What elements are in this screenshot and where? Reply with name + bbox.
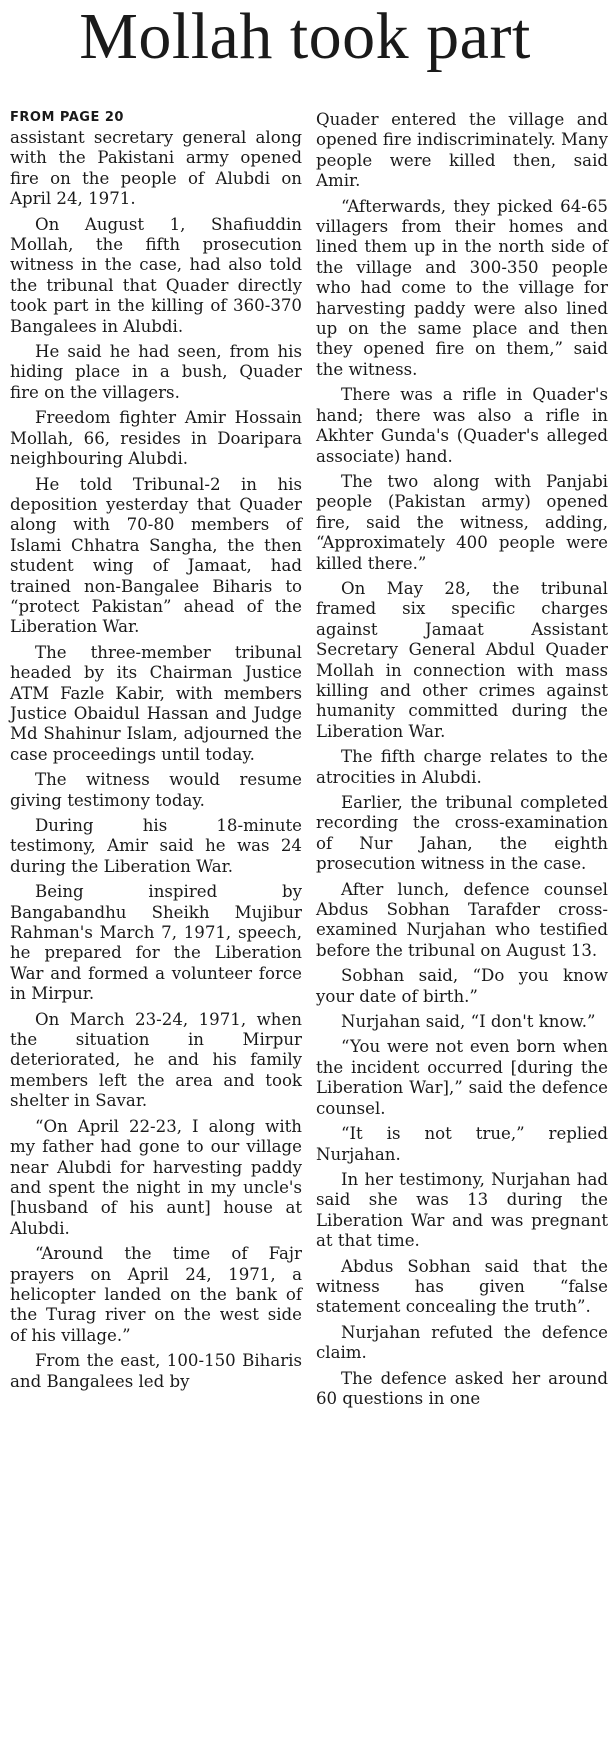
paragraph: “On April 22-23, I along with my father had gone to our village near Alubdi for harvesting paddy and spent the night in my uncle's [husband of his aunt] house at Alubdi. [10, 1116, 302, 1238]
paragraph: The three-member tribunal headed by its Chairman Justice ATM Fazle Kabir, with members Justice Obaidul Hassan and Judge Md Shahinur Islam, adjourned the case proceedings until today. [10, 642, 302, 764]
paragraph: From the east, 100-150 Biharis and Bangalees led by [10, 1351, 302, 1391]
article-column-left [10, 110, 302, 1397]
paragraph: “It is not true,” replied Nurjahan. [316, 1124, 608, 1164]
paragraph: Being inspired by Bangabandhu Sheikh Mujibur Rahman's March 7, 1971, speech, he prepared for the Liberation War and formed a volunteer force in Mirpur. [10, 882, 302, 1004]
paragraph: “Afterwards, they picked 64-65 villagers from their homes and lined them up in the north side of the village and 300-350 people who had come to the village for harvesting paddy were also lined up on the same place and then they opened fire on them,” said the witness. [316, 196, 608, 379]
paragraph: On March 23-24, 1971, when the situation in Mirpur deteriorated, he and his family members left the area and took shelter in Savar. [10, 1009, 302, 1111]
paragraph: There was a rifle in Quader's hand; there was also a rifle in Akhter Gunda's (Quader's alleged associate) hand. [316, 385, 608, 466]
paragraph: Earlier, the tribunal completed recording the cross-examination of Nur Jahan, the eighth prosecution witness in the case. [316, 793, 608, 874]
paragraph: Sobhan said, “Do you know your date of birth.” [316, 966, 608, 1006]
paragraph: Freedom fighter Amir Hossain Mollah, 66, resides in Doaripara neighbouring Alubdi. [10, 408, 302, 469]
paragraph: He said he had seen, from his hiding place in a bush, Quader fire on the villagers. [10, 342, 302, 402]
paragraph: “Around the time of Fajr prayers on April 24, 1971, a helicopter landed on the bank of the Turag river on the west side of his village.” [10, 1244, 302, 1345]
paragraph: Abdus Sobhan said that the witness has given “false statement concealing the truth”. [316, 1256, 608, 1317]
article-column-right [316, 110, 608, 1414]
paragraph: He told Tribunal-2 in his deposition yesterday that Quader along with 70-80 members of Islami Chhatra Sangha, the then student wing of Jamaat, had trained non-Bangalee Biharis to “protect Pakistan” ahead of the Liberation War. [10, 474, 302, 637]
paragraph: On August 1, Shafiuddin Mollah, the fifth prosecution witness in the case, had also told the tribunal that Quader directly took part in the killing of 360-370 Bangalees in Alubdi. [10, 214, 302, 336]
paragraph: After lunch, defence counsel Abdus Sobhan Tarafder cross-examined Nurjahan who testified before the tribunal on August 13. [316, 879, 608, 960]
paragraph: The defence asked her around 60 questions in one [316, 1368, 608, 1408]
paragraph: During his 18-minute testimony, Amir said he was 24 during the Liberation War. [10, 816, 302, 876]
paragraph: On May 28, the tribunal framed six specific charges against Jamaat Assistant Secretary General Abdul Quader Mollah in connection with mass killing and other crimes against humanity committed during the Liberation War. [316, 578, 608, 741]
paragraph: “You were not even born when the incident occurred [during the Liberation War],” said the defence counsel. [316, 1037, 608, 1118]
paragraph: The witness would resume giving testimony today. [10, 770, 302, 810]
headline: Mollah took part [79, 0, 531, 73]
continuation-kicker: FROM PAGE 20 [10, 110, 124, 125]
paragraph: assistant secretary general along with the Pakistani army opened fire on the people of Alubdi on April 24, 1971. [10, 128, 302, 209]
paragraph: Nurjahan refuted the defence claim. [316, 1322, 608, 1363]
paragraph: The fifth charge relates to the atrocities in Alubdi. [316, 747, 608, 787]
paragraph: Quader entered the village and opened fire indiscriminately. Many people were killed then, said Amir. [316, 110, 608, 191]
paragraph: Nurjahan said, “I don't know.” [341, 1012, 596, 1032]
paragraph: The two along with Panjabi people (Pakistan army) opened fire, said the witness, adding, “Approximately 400 people were killed there.” [316, 471, 608, 573]
paragraph: In her testimony, Nurjahan had said she was 13 during the Liberation War and was pregnant at that time. [316, 1169, 608, 1251]
